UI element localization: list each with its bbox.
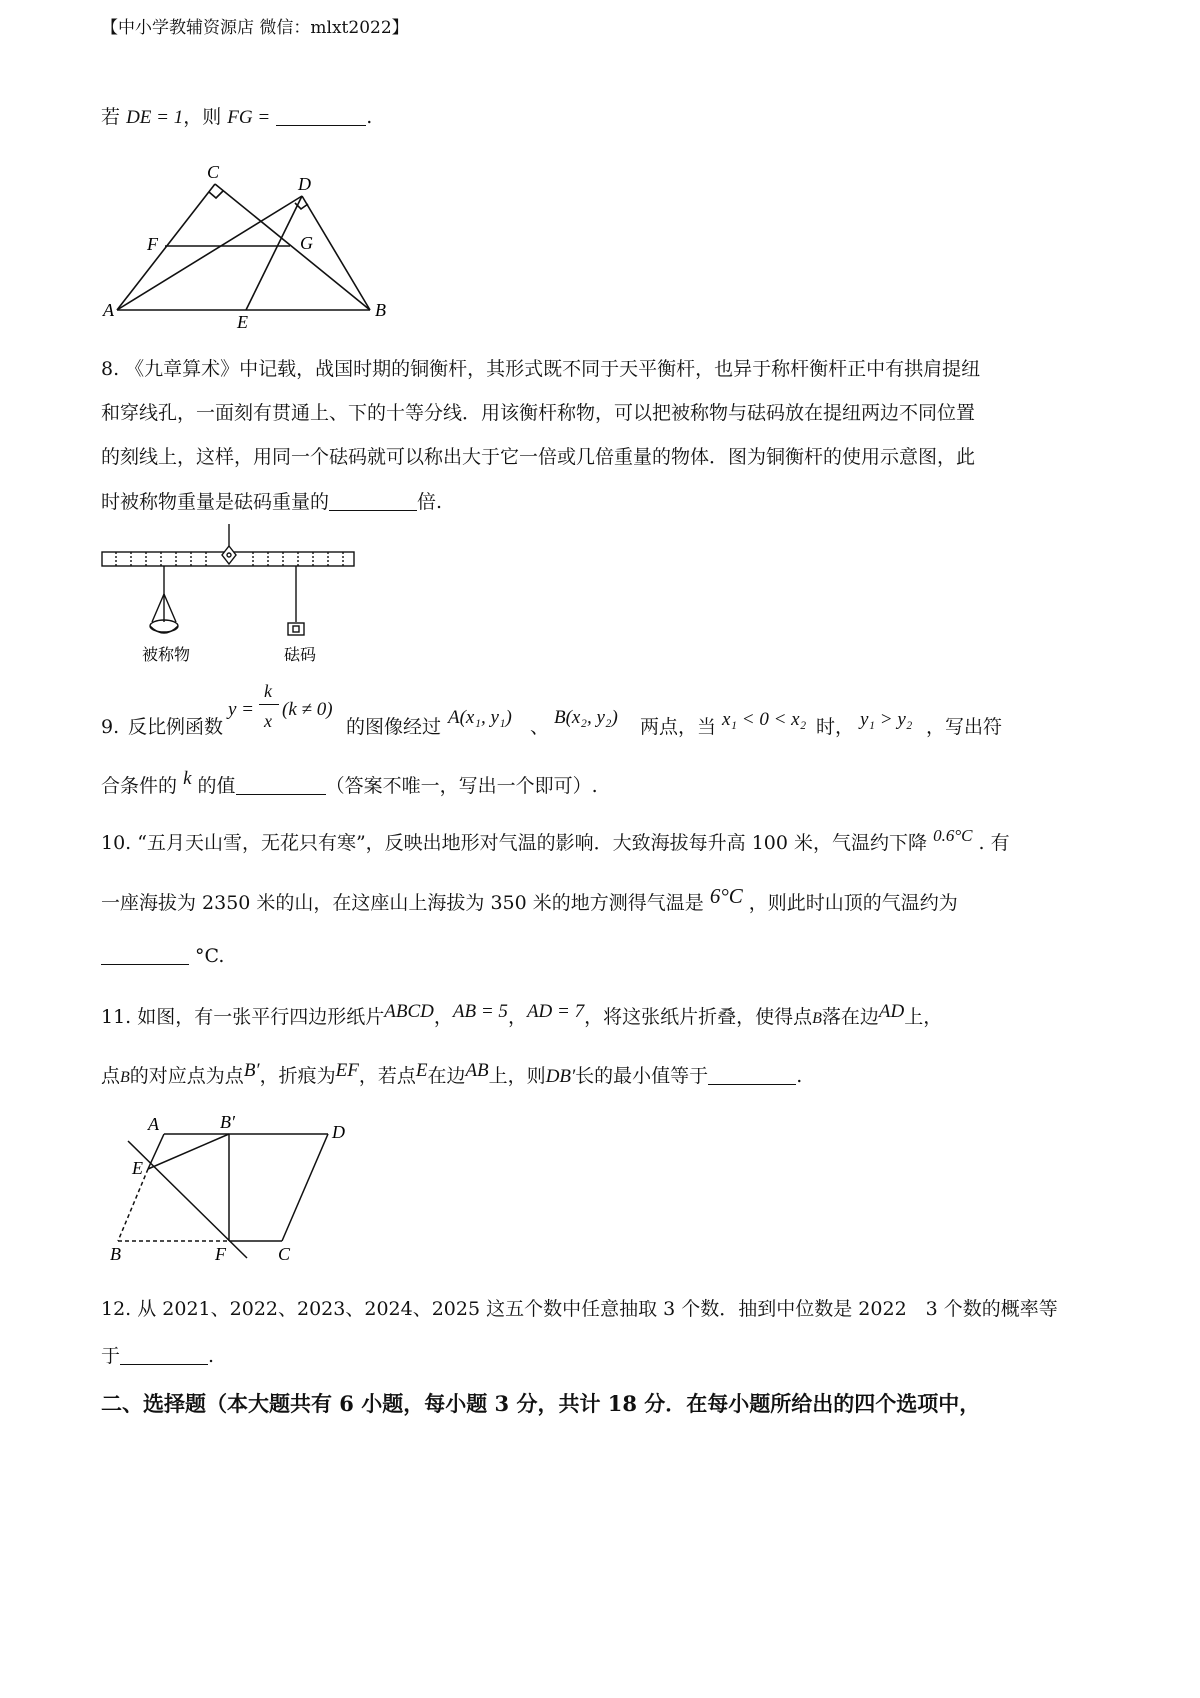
weight-label: 砝码 xyxy=(284,647,317,664)
q9-text-1: 反比例函数 xyxy=(128,716,224,738)
section-2-heading: 二、选择题（本大题共有 6 小题，每小题 3 分，共计 18 分．在每小题所给出的四个选项中， xyxy=(101,1391,981,1416)
q10-line-3: °C. xyxy=(101,946,224,966)
label-D: D xyxy=(298,174,311,194)
q9-fraction-bar xyxy=(259,704,279,705)
label-B-prime: B′ xyxy=(220,1112,235,1132)
q7-question-tail: 若 DE = 1，则 FG = . xyxy=(101,106,373,128)
label-C: C xyxy=(207,162,220,182)
q9-number: 9. xyxy=(101,716,120,738)
answer-blank xyxy=(236,776,326,795)
q7-triangle-figure xyxy=(95,160,415,335)
answer-blank xyxy=(120,1346,208,1365)
label-F: F xyxy=(215,1244,226,1263)
label-F: F xyxy=(147,234,158,254)
label-D: D xyxy=(332,1122,345,1142)
page-header: 【中小学教辅资源店 微信：mlxt2022】 xyxy=(101,18,409,38)
label-A: A xyxy=(103,300,114,320)
q9-function-condition: (k ≠ 0) xyxy=(282,699,333,720)
q9-point-b: B(x₂, y₂) xyxy=(554,707,618,728)
q9-fraction-numerator: k xyxy=(264,681,272,701)
q8-line-2: 和穿线孔，一面刻有贯通上、下的十等分线．用该衡杆称物，可以把被称物与砝码放在提纽两边不同位置 xyxy=(101,402,976,424)
label-C: C xyxy=(278,1244,291,1263)
q11-line-1: 11. 如图，有一张平行四边形纸片ABCD，AB = 5，AD = 7，将这张纸片折叠，使得点B落在边AD上， xyxy=(101,1001,943,1028)
q9-condition-y: y₁ > y₂ xyxy=(860,709,913,730)
q9-text-2: 的图像经过 xyxy=(346,716,442,738)
q9-condition-x: x₁ < 0 < x₂ xyxy=(722,709,807,730)
label-A: A xyxy=(148,1114,159,1134)
q11-parallelogram-figure xyxy=(100,1108,360,1263)
q9-line-2: 合条件的 k 的值 （答案不唯一，写出一个即可）. xyxy=(101,768,598,797)
q9-text-3: 、 xyxy=(530,716,550,738)
q10-line-2: 一座海拔为 2350 米的山，在这座山上海拔为 350 米的地方测得气温是 6°C ，则此时山顶的气温约为 xyxy=(101,884,958,914)
q8-line-1: 8. 《九章算术》中记载，战国时期的铜衡杆，其形式既不同于天平衡杆，也异于称杆衡杆正中有拱肩提纽 xyxy=(101,358,981,380)
q11-line-2: 点B的对应点为点B′，折痕为EF，若点E在边AB上，则DB′长的最小值等于 . xyxy=(101,1060,803,1087)
q8-line-3: 的刻线上，这样，用同一个砝码就可以称出大于它一倍或几倍重量的物体．图为铜衡杆的使用示意图，此 xyxy=(101,446,976,468)
q9-text-5: 时， xyxy=(816,716,855,738)
answer-blank xyxy=(101,946,189,965)
answer-blank xyxy=(708,1066,796,1085)
q12-line-1: 12. 从 2021、2022、2023、2024、2025 这五个数中任意抽取 3 个数．抽到中位数是 2022 3 个数的概率等 xyxy=(101,1298,1058,1320)
weighed-object-label: 被称物 xyxy=(142,647,191,664)
label-B: B xyxy=(375,300,386,320)
answer-blank xyxy=(276,107,366,126)
q9-text-4: 两点，当 xyxy=(640,716,717,738)
label-B: B xyxy=(110,1244,121,1263)
q9-text-6: ，写出符 xyxy=(926,716,1003,738)
label-E: E xyxy=(237,312,248,332)
answer-blank xyxy=(329,492,417,511)
q8-line-4: 时被称物重量是砝码重量的 倍. xyxy=(101,491,443,513)
q9-point-a: A(x₁, y₁) xyxy=(448,707,512,728)
q9-fraction-denominator: x xyxy=(264,711,272,731)
q8-balance-figure xyxy=(98,522,368,667)
label-E: E xyxy=(132,1158,143,1178)
q9-function-y: y = xyxy=(228,699,255,720)
label-G: G xyxy=(300,233,313,253)
q12-line-2: 于 . xyxy=(101,1345,215,1367)
q10-line-1: 10. “五月天山雪，无花只有寒”，反映出地形对气温的影响．大致海拔每升高 100 米，气温约下降 0.6°C . 有 xyxy=(101,826,1010,854)
